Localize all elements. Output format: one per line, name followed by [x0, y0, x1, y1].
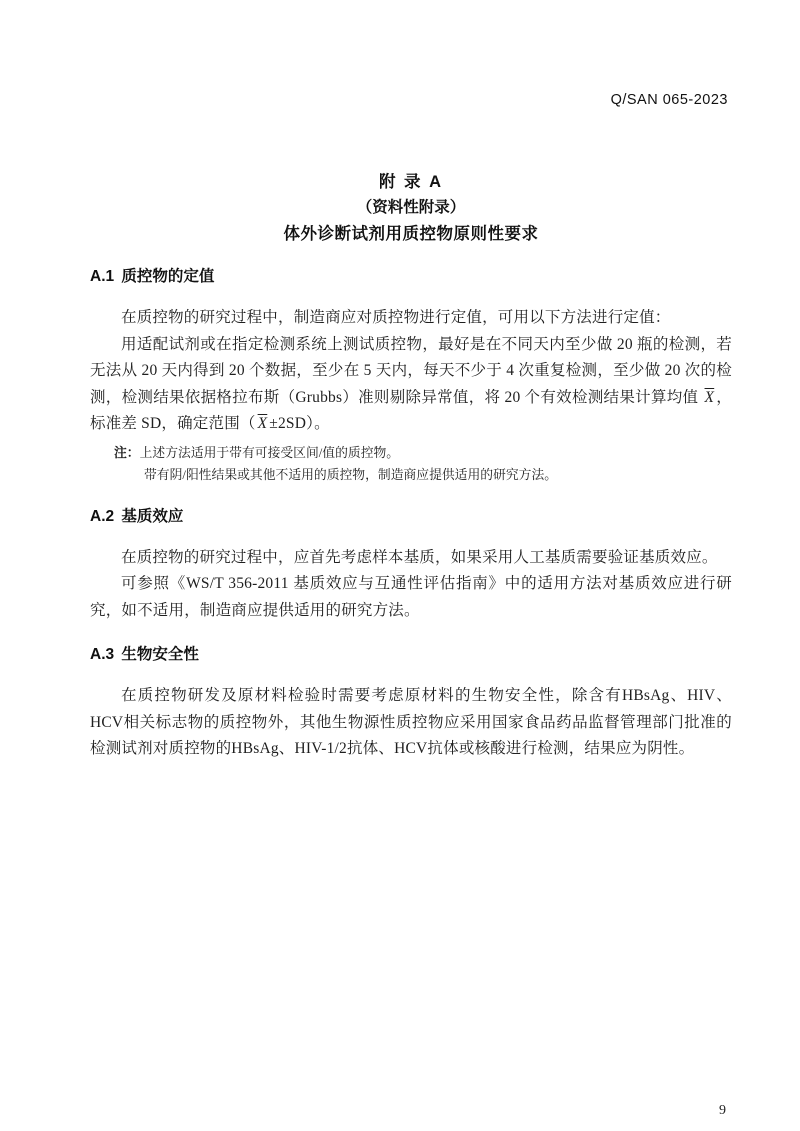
page-content: [90, 0, 732, 763]
section-a3-paragraph-1: 在质控物研发及原材料检验时需要考虑原材料的生物安全性，除含有HBsAg、HIV、HCV相关标志物的质控物外，其他生物源性质控物应采用国家食品药品监督管理部门批准的检测试剂对质控物的HBsAg、HIV-1/2抗体、HCV抗体或核酸进行检测，结果应为阴性。: [90, 687, 732, 757]
appendix-title-block: [90, 0, 732, 246]
section-a1-heading: A.1 质控物的定值: [90, 268, 215, 285]
section-a2-paragraph-1: 在质控物的研究过程中，应首先考虑样本基质，如果采用人工基质需要验证基质效应。: [121, 548, 718, 566]
paragraph-text: ±2SD）。: [269, 415, 330, 432]
note-line-2: 带有阴/阳性结果或其他不适用的质控物，制造商应提供适用的研究方法。: [144, 467, 558, 482]
document-number: Q/SAN 065-2023: [610, 92, 728, 108]
note-block: [90, 442, 732, 486]
section-a1: [90, 266, 732, 486]
note-label: 注：: [114, 444, 140, 460]
section-a3: [90, 644, 732, 763]
note-line-1: [114, 442, 732, 464]
appendix-type-label: （资料性附录）: [356, 199, 466, 216]
note-text: 上述方法适用于带有可接受区间/值的质控物。: [139, 445, 400, 460]
section-a3-heading: A.3 生物安全性: [90, 646, 199, 663]
paragraph-text: ，标准差 SD，确定范围（: [90, 388, 733, 432]
section-a2-paragraph-2: 可参照《WS/T 356-2011 基质效应与互通性评估指南》中的适用方法对基质效应进行研究，如不适用，制造商应提供适用的研究方法。: [90, 575, 732, 619]
section-a2-heading: A.2 基质效应: [90, 507, 184, 525]
xbar-mean-symbol: $\overline{X}$: [704, 388, 715, 406]
paragraph-text: 用适配试剂或在指定检测系统上测试质控物，最好是在不同天内至少做 20 瓶的检测，若无法从 20 天内得到 20 个数据，至少在 5 天内，每天不少于 4 次重复检测，至少做 20 次的检测，检测结果依据格拉布斯（Grubbs）准则剔除异常值，将 20 个有效检测结果计算均值: [90, 335, 732, 406]
xbar-mean-symbol: $\overline{X}$: [257, 415, 268, 432]
section-a2: [90, 506, 732, 625]
section-a1-paragraph-1: 在质控物的研究过程中，制造商应对质控物进行定值，可用以下方法进行定值：: [121, 309, 671, 326]
appendix-title: 附 录 A: [378, 173, 444, 191]
page-number: 9: [719, 1103, 726, 1118]
appendix-subject-title: 体外诊断试剂用质控物原则性要求: [283, 225, 539, 243]
section-a1-paragraph-2: [90, 332, 732, 438]
